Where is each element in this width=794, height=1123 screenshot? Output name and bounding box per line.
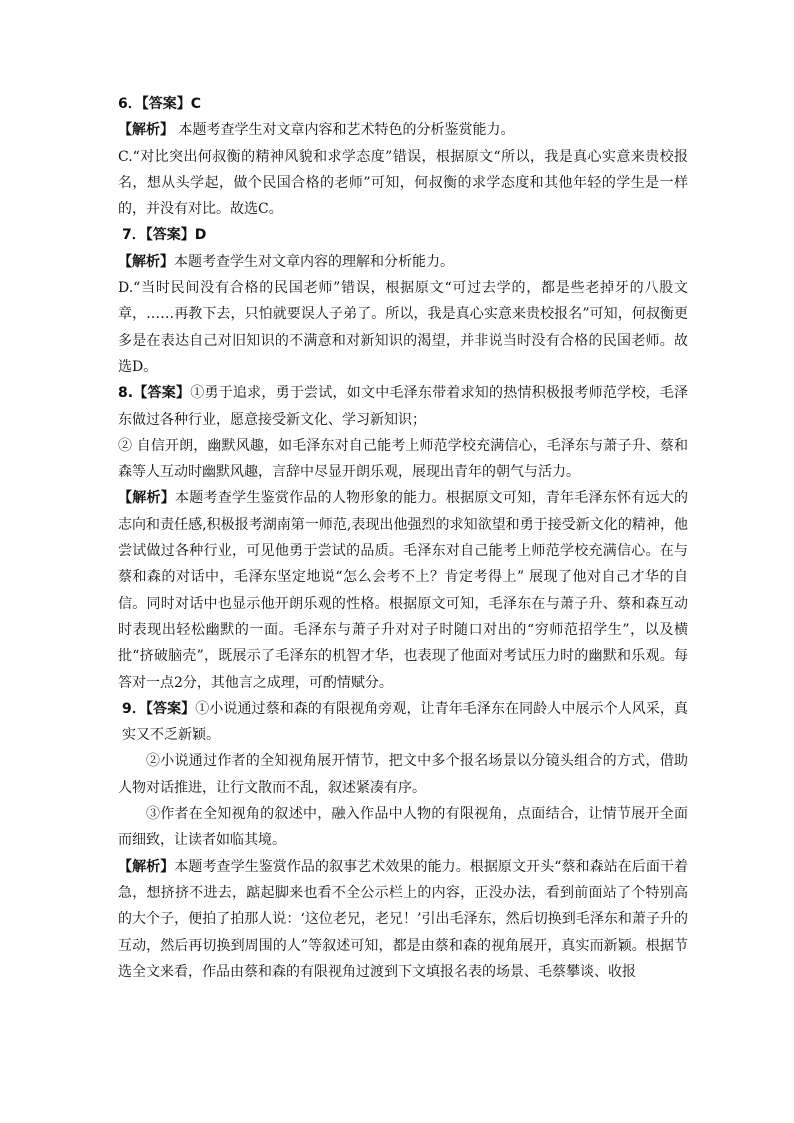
q8-analysis-body: 本题考查学生鉴赏作品的人物形象的能力。根据原文可知，青年毛泽东怀有远大的志向和责任感,积极报考湖南第一师范,表现出他强烈的求知欲望和勇于接受新文化的精神，他尝试做过各种行业，可见他勇于尝试的品质。毛泽东对自己能考上师范学校充满信心。在与蔡和森的对话中，毛泽东坚定地说“怎么会考不上？肯定考得上” 展现了他对自己才华的自信。同时对话中也显示他开朗乐观的性格。根据原文可知，毛泽东在与萧子升、蔡和森互动时表现出轻松幽默的一面。毛泽东与萧子升对对子时随口对出的“穷师范招学生”，以及横批“挤破脑壳”，既展示了毛泽东的机智才华，也表现了他面对考试压力时的幽默和乐观。每答对一点2分，其他言之成理，可酌情赋分。 — [118, 490, 689, 691]
q9-analysis — [118, 854, 688, 985]
q9-answer-point-1: ①小说通过蔡和森的有限视角旁观，让青年毛泽东在同龄人中展示个人风采，真实又不乏新颖。 — [122, 700, 688, 744]
q7-answer — [118, 222, 688, 248]
q7-analysis-body: D.“当时民间没有合格的民国老师”错误，根据原文“可过去学的，都是些老掉牙的八股文章，……再教下去，只怕就要误人子弟了。所以，我是真心实意来贵校报名”可知，何叔衡更多是在表达自己对旧知识的不满意和对新知识的渴望，并非说当时没有合格的民国老师。故选D。 — [118, 280, 688, 375]
q6-answer-label: 6．【答案】C — [118, 96, 202, 112]
q8-analysis-label: 【解析】 — [118, 490, 176, 507]
q8-answer-label: 8.【答案】 — [118, 385, 191, 402]
q9-analysis-label: 【解析】 — [118, 858, 175, 875]
q8-answer — [118, 380, 688, 433]
q9-answer-point-3: ③作者在全知视角的叙述中，融入作品中人物的有限视角，点面结合，让情节展开全面而细致，让读者如临其境。 — [118, 806, 688, 849]
q6-analysis-label: 【解析】 — [118, 122, 174, 139]
q8-analysis — [118, 485, 688, 695]
q9-analysis-body: 本题考查学生鉴赏作品的叙事艺术效果的能力。根据原文开头“蔡和森站在后面干着急，想挤挤不进去，踮起脚来也看不全公示栏上的内容，正没办法，看到前面站了个特别高的大个子，便拍了拍那人说：‘这位老兄，老兄！’引出毛泽东，然后切换到毛泽东和萧子升的互动，然后再切换到周围的人”等叙述可知，都是由蔡和森的视角展开，真实而新颖。根据节选全文来看，作品由蔡和森的有限视角过渡到下文填报名表的场景、毛蔡攀谈、收报 — [118, 858, 689, 980]
q7-answer-label: 7．【答案】D — [122, 227, 207, 244]
q6-analysis-body: C.“对比突出何叔衡的精神风貌和求学态度”错误，根据原文“所以，我是真心实意来贵校报名，想从头学起，做个民国合格的老师”可知，何叔衡的求学态度和其他年轻的学生是一样的，并没有对比。故选C。 — [118, 148, 688, 218]
q7-analysis-intro-text: 本题考查学生对文章内容的理解和分析能力。 — [174, 253, 454, 270]
q6-answer — [118, 91, 688, 117]
q7-analysis-label: 【解析】 — [118, 253, 174, 270]
q8-answer-point-2: ② 自信开朗，幽默风趣，如毛泽东对自己能考上师范学校充满信心，毛泽东与萧子升、蔡和森等人互动时幽默风趣，言辞中尽显开朗乐观，展现出青年的朝气与活力。 — [118, 437, 688, 481]
q9-answer-point-2: ②小说通过作者的全知视角展开情节，把文中多个报名场景以分镜头组合的方式，借助人物对话推进，让行文散而不乱，叙述紧凑有序。 — [118, 753, 688, 796]
answer-key-content — [118, 91, 688, 985]
q8-answer-point-1: ①勇于追求，勇于尝试，如文中毛泽东带着求知的热情积极报考师范学校，毛泽东做过各种行业，愿意接受新文化、学习新知识； — [118, 385, 689, 428]
q7-analysis-intro — [118, 249, 688, 275]
q9-answer — [118, 696, 688, 749]
q6-analysis-intro-text: 本题考查学生对文章内容和艺术特色的分析鉴赏能力。 — [174, 122, 515, 139]
q6-analysis-intro — [118, 117, 688, 143]
q9-answer-label: 9．【答案】 — [122, 700, 196, 717]
